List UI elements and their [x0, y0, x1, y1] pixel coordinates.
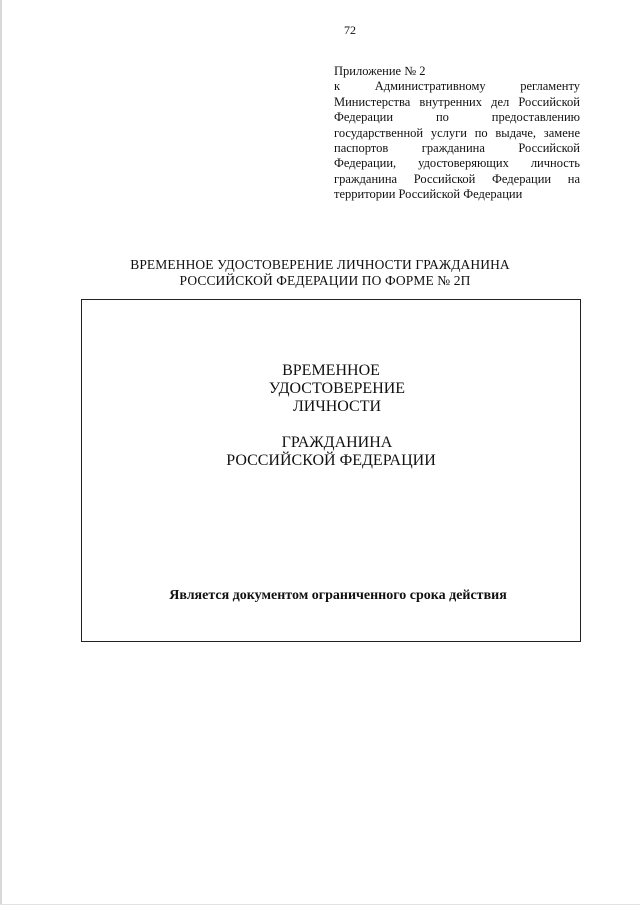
appendix-line: Министерства внутренних дел Российской — [334, 94, 580, 109]
certificate-sample-frame — [81, 299, 581, 642]
appendix-line: паспортов гражданина Российской — [334, 141, 580, 156]
appendix-line: к Административному регламенту — [334, 79, 580, 94]
certificate-title-line: УДОСТОВЕРЕНИЕ — [268, 380, 406, 397]
appendix-title: Приложение № 2 — [334, 64, 426, 78]
appendix-line: государственной услуги по выдаче, замене — [334, 125, 580, 140]
appendix-line: гражданина Российской Федерации на — [334, 171, 580, 186]
heading-line-1: ВРЕМЕННОЕ УДОСТОВЕРЕНИЕ ЛИЧНОСТИ ГРАЖДАНИНА — [130, 257, 510, 272]
certificate-subtitle — [82, 434, 580, 470]
appendix-line: территории Российской Федерации — [334, 187, 523, 202]
document-heading — [0, 257, 640, 289]
certificate-title-line: ВРЕМЕННОЕ — [282, 362, 380, 379]
certificate-title — [82, 362, 580, 416]
certificate-title-line: ЛИЧНОСТИ — [292, 398, 382, 415]
certificate-validity-note: Является документом ограниченного срока действия — [169, 588, 507, 603]
page-number: 72 — [344, 23, 356, 37]
certificate-subtitle-line: РОССИЙСКОЙ ФЕДЕРАЦИИ — [226, 452, 436, 469]
certificate-subtitle-line: ГРАЖДАНИНА — [281, 434, 393, 451]
scan-edge — [0, 0, 2, 905]
appendix-line: Федерации, удостоверяющих личность — [334, 156, 580, 171]
appendix-line: Федерации по предоставлению — [334, 110, 580, 125]
heading-line-2: РОССИЙСКОЙ ФЕДЕРАЦИИ ПО ФОРМЕ № 2П — [179, 273, 471, 288]
appendix-block — [334, 64, 580, 203]
